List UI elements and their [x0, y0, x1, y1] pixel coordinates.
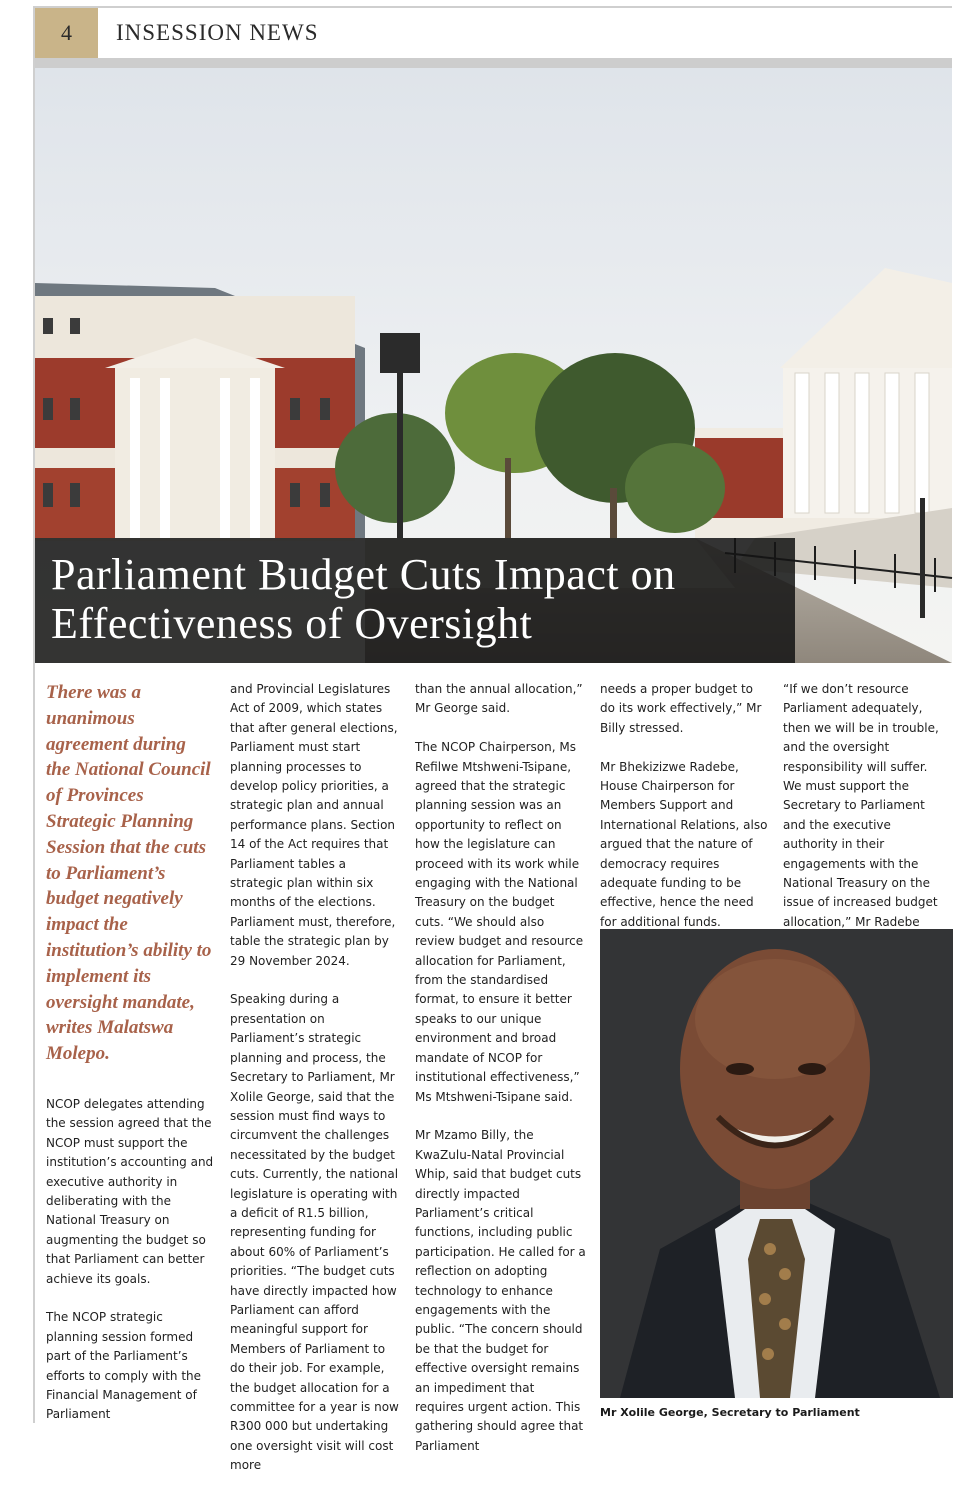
paragraph: The NCOP strategic planning session formed part of the Parliament’s efforts to comply with the Financial Management of Parliament [46, 1310, 202, 1422]
page-header [35, 8, 952, 58]
page-number: 4 [35, 8, 98, 58]
paragraph: needs a proper budget to do its work effectively,” Mr Billy stressed. [600, 682, 762, 735]
closing-paragraph-text: “If we don’t resource Parliament adequately, then we will be in trouble, and the oversight responsibility will suffer. We must support the Secretary to Parliament and the executive authority in their engagements with the National Treasury on the issue of increased budget allocation,” Mr Radebe [783, 682, 939, 929]
portrait-photo [600, 929, 953, 1398]
publication-name: INSESSION NEWS [116, 20, 319, 45]
column-1 [46, 680, 214, 1444]
paragraph: The NCOP Chairperson, Ms Refilwe Mtshweni-Tsipane, agreed that the strategic planning session was an opportunity to reflect on how the legislature can proceed with its work while engaging with the National Treasury on the budget cuts. “We should also review budget and resource allocation for Parliament, from the standardised format, to ensure it better speaks to our unique environment and broad mandate of NCOP for institutional effectiveness,” Ms Mtshweni-Tsipane said. [415, 740, 584, 1104]
headline-line-2: Effectiveness of Oversight [51, 599, 533, 648]
paragraph: Speaking during a presentation on Parliament’s strategic planning and process, the Secretary to Parliament, Mr Xolile George, said that the session must find ways to circumvent the challenges necessitated by the budget cuts. Currently, the national legislature is operating with a deficit of R1.5 billion, representing funding for about 60% of Parliament’s priorities. “The budget cuts have directly impacted how Parliament can afford meaningful support for Members of Parliament to do their job. For example, the budget allocation for a committee for a year is now R300 000 but undertaking one oversight visit will cost more [230, 992, 399, 1473]
portrait-illustration [600, 929, 953, 1398]
paragraph: Mr Mzamo Billy, the KwaZulu-Natal Provincial Whip, said that budget cuts directly impacted Parliament’s critical functions, including public participation. He called for a reflection on adopting technology to enhance engagements with the public. “The concern should be that the budget for effective oversight remains an impediment that requires urgent action. This gathering should agree that Parliament [415, 1128, 586, 1453]
article-headline [51, 550, 779, 648]
paragraph: than the annual allocation,” Mr George said. [415, 682, 583, 716]
column-3 [415, 680, 587, 1476]
headline-box [35, 538, 795, 663]
photo-caption: Mr Xolile George, Secretary to Parliament [600, 1406, 860, 1419]
header-band [35, 58, 952, 68]
standfirst: There was a unanimous agreement during the National Council of Provinces Strategic Planning Session that the cuts to Parliament’s budget negatively impact the institution’s ability to implement its oversight mandate, writes Malatswa Molepo. [46, 682, 212, 1065]
headline-line-1: Parliament Budget Cuts Impact on [51, 550, 676, 599]
paragraph: NCOP delegates attending the session agreed that the NCOP must support the institution’s accounting and executive authority in deliberating with the National Treasury on augmenting the budget so that Parliament can better achieve its goals. [46, 1096, 214, 1286]
column-5 [783, 680, 948, 971]
column-2 [230, 680, 402, 1495]
paragraph: and Provincial Legislatures Act of 2009, which states that after general elections, Parliament must start planning processes to develop policy priorities, a strategic plan and annual performance plans. Section 14 of the Act requires that Parliament tables a strategic plan within six months of the elections. Parliament must, therefore, table the strategic plan by 29 November 2024. [230, 682, 398, 968]
hero-photo-parliament [35, 68, 952, 663]
column-4 [600, 680, 770, 952]
paragraph: Mr Bhekizizwe Radebe, House Chairperson for Members Support and International Relations, also argued that the nature of democracy requires adequate funding to be effective, hence the need for additional funds. [600, 759, 768, 929]
paragraph [783, 680, 948, 952]
